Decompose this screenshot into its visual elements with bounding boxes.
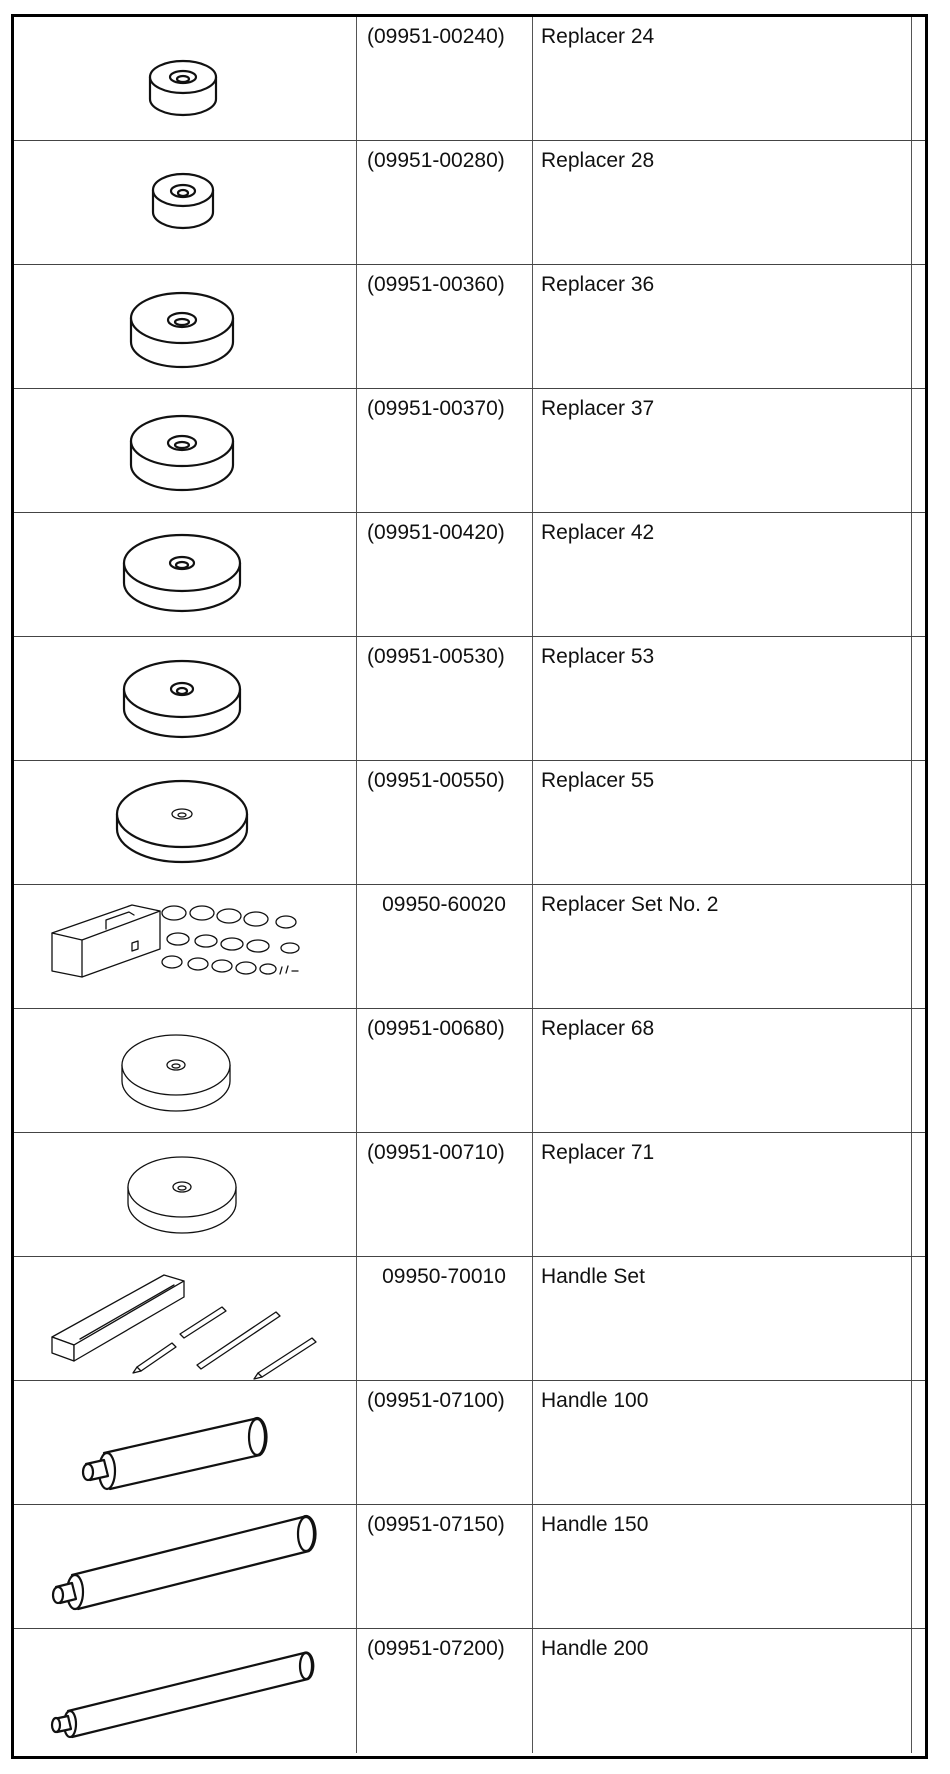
part-name: Replacer Set No. 2 <box>541 893 719 916</box>
part-name: Replacer 28 <box>541 149 655 172</box>
part-number: (09951-07150) <box>367 1513 505 1536</box>
part-name: Replacer 24 <box>541 25 655 48</box>
handle-set-icon <box>14 1257 356 1380</box>
table-row <box>14 265 925 389</box>
medium-handle-icon <box>14 1505 356 1628</box>
long-handle-icon <box>14 1629 356 1752</box>
part-name: Handle 150 <box>541 1513 649 1536</box>
part-name: Replacer 55 <box>541 769 655 792</box>
large-replacer-icon <box>14 513 356 636</box>
part-name: Handle 100 <box>541 1389 649 1412</box>
part-name: Replacer 68 <box>541 1017 655 1040</box>
table-row <box>14 513 925 637</box>
table-row <box>14 1257 925 1381</box>
short-handle-icon <box>14 1381 356 1504</box>
part-number: (09951-00710) <box>367 1141 505 1164</box>
table-row <box>14 1381 925 1505</box>
table-row <box>14 885 925 1009</box>
part-name: Handle 200 <box>541 1637 649 1660</box>
special-tools-table <box>11 14 928 1759</box>
table-row <box>14 1629 925 1753</box>
table-row <box>14 389 925 513</box>
part-name: Replacer 36 <box>541 273 655 296</box>
small-replacer-icon <box>14 141 356 264</box>
large-replacer-icon <box>14 637 356 760</box>
part-number: (09951-07100) <box>367 1389 505 1412</box>
medium-replacer-icon <box>14 265 356 388</box>
wide-replacer-icon <box>14 761 356 884</box>
small-replacer-icon <box>14 17 356 140</box>
part-number: (09951-00360) <box>367 273 505 296</box>
part-number: (09951-00530) <box>367 645 505 668</box>
part-name: Replacer 71 <box>541 1141 655 1164</box>
table-row <box>14 761 925 885</box>
part-number: (09951-00550) <box>367 769 505 792</box>
table-row <box>14 141 925 265</box>
medium-replacer-icon <box>14 389 356 512</box>
part-number: (09951-00240) <box>367 25 505 48</box>
part-number: 09950-60020 <box>382 893 506 916</box>
wide-replacer-icon <box>14 1009 356 1132</box>
part-number: (09951-00680) <box>367 1017 505 1040</box>
part-name: Handle Set <box>541 1265 645 1288</box>
wide-replacer-icon <box>14 1133 356 1256</box>
part-number: 09950-70010 <box>382 1265 506 1288</box>
part-number: (09951-00370) <box>367 397 505 420</box>
table-row <box>14 637 925 761</box>
table-row <box>14 1009 925 1133</box>
part-number: (09951-00420) <box>367 521 505 544</box>
replacer-set-icon <box>14 885 356 1008</box>
part-name: Replacer 53 <box>541 645 655 668</box>
part-name: Replacer 42 <box>541 521 655 544</box>
part-name: Replacer 37 <box>541 397 655 420</box>
table-row <box>14 17 925 141</box>
table-row <box>14 1505 925 1629</box>
table-row <box>14 1133 925 1257</box>
part-number: (09951-00280) <box>367 149 505 172</box>
part-number: (09951-07200) <box>367 1637 505 1660</box>
